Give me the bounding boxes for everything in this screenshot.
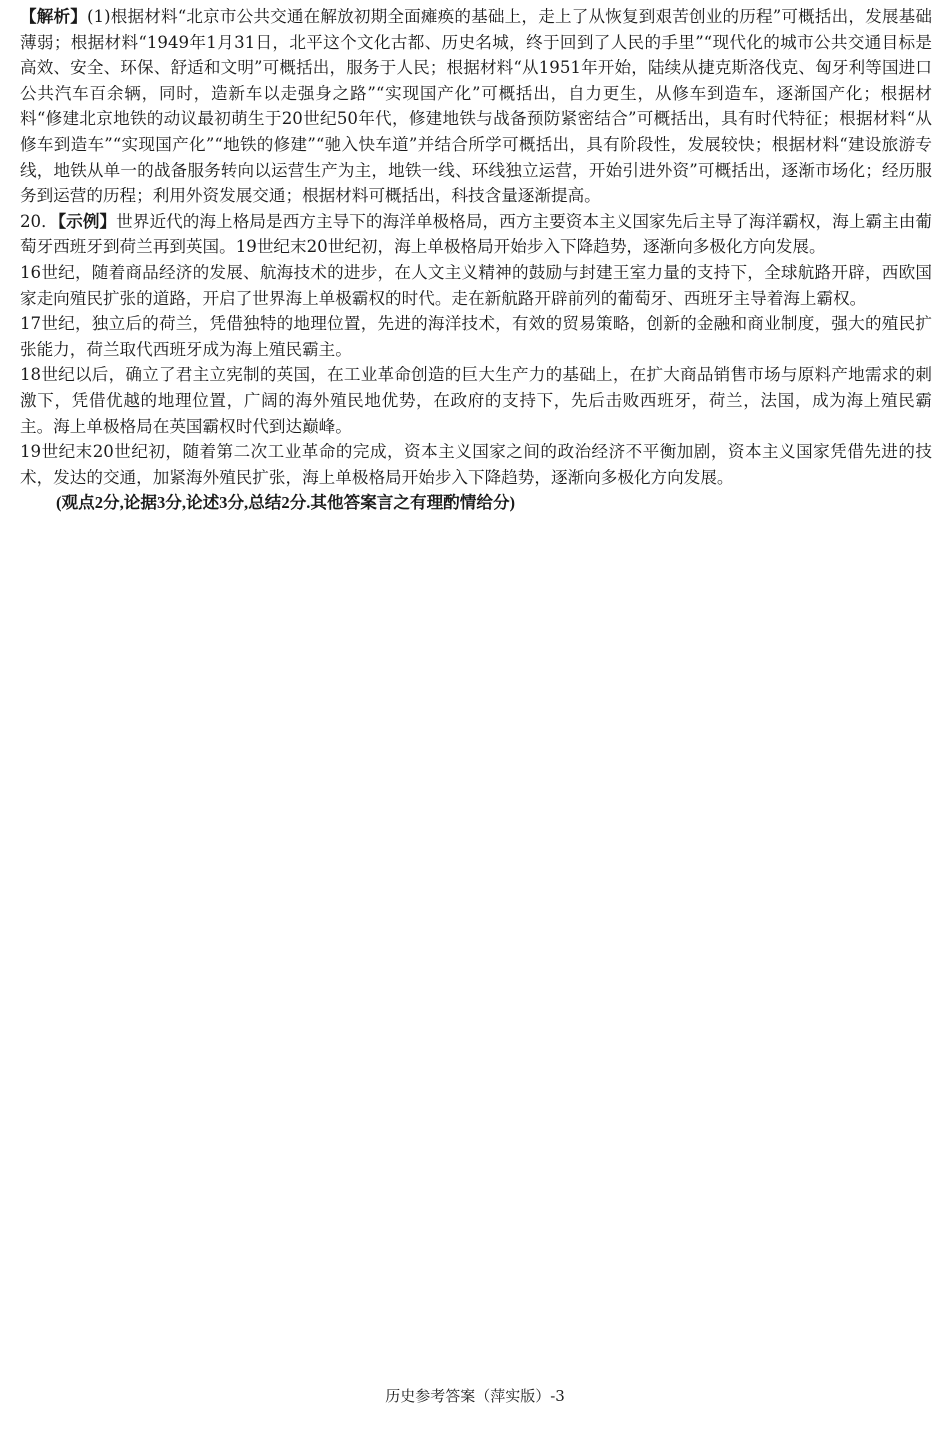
analysis-text: (1)根据材料“北京市公共交通在解放初期全面瘫痪的基础上，走上了从恢复到艰苦创业的历程”可概括出，发展基础薄弱；根据材料“1949年1月31日，北平这个文化古都、历史名城，终于回到了人民的手里”“现代化的城市公共交通目标是高效、安全、环保、舒适和文明”可概括出，服务于人民；根据材料“从1951年开始，陆续从捷克斯洛伐克、匈牙利等国进口公共汽车百余辆，同时，造新车以走强身之路”“实现国产化”可概括出，自力更生，从修车到造车，逐渐国产化；根据材料“修建北京地铁的动议最初萌生于20世纪50年代，修建地铁与战备预防紧密结合”可概括出，具有时代特征；根据材料“从修车到造车”“实现国产化”“地铁的修建”“驰入快车道”并结合所学可概括出，具有阶段性，发展较快；根据材料“建设旅游专线，地铁从单一的战备服务转向以运营生产为主，地铁一线、环线独立运营，开始引进外资”可概括出，逐渐市场化；经历服务到运营的历程；利用外资发展交通；根据材料可概括出，科技含量逐渐提高。 — [20, 7, 933, 206]
example-label: 【示例】 — [57, 211, 117, 231]
analysis-paragraph — [20, 4, 932, 209]
paragraph-18th-century: 18世纪以后，确立了君主立宪制的英国，在工业革命创造的巨大生产力的基础上，在扩大商品销售市场与原料产地需求的刺激下，凭借优越的地理位置，广阔的海外殖民地优势，在政府的支持下，先后击败西班牙，荷兰，法国，成为海上殖民霸主。海上单极格局在英国霸权时代到达巅峰。 — [20, 365, 932, 436]
paragraph-16th-century: 16世纪，随着商品经济的发展、航海技术的进步，在人文主义精神的鼓励与封建王室力量的支持下，全球航路开辟，西欧国家走向殖民扩张的道路，开启了世界海上单极霸权的时代。走在新航路开辟前列的葡萄牙、西班牙主导着海上霸权。 — [20, 262, 932, 308]
question-20-number: 20． — [20, 211, 58, 231]
question-20-paragraph — [20, 209, 932, 260]
page-footer: 历史参考答案（萍实版）-3 — [385, 1387, 565, 1405]
paragraph-19th-20th-century: 19世纪末20世纪初，随着第二次工业革命的完成，资本主义国家之间的政治经济不平衡加剧，资本主义国家凭借先进的技术，发达的交通，加紧海外殖民扩张，海上单极格局开始步入下降趋势，逐渐向多极化方向发展。 — [20, 442, 932, 487]
analysis-label: 【解析】 — [20, 7, 88, 26]
paragraph-17th-century: 17世纪，独立后的荷兰，凭借独特的地理位置，先进的海洋技术，有效的贸易策略，创新的金融和商业制度，强大的殖民扩张能力，荷兰取代西班牙成为海上殖民霸主。 — [20, 314, 932, 359]
scoring-note: (观点2分,论据3分,论述3分,总结2分.其他答案言之有理酌情给分) — [56, 493, 516, 513]
question-20-intro: 世界近代的海上格局是西方主导下的海洋单极格局，西方主要资本主义国家先后主导了海洋霸权，海上霸主由葡萄牙西班牙到荷兰再到英国。19世纪末20世纪初，海上单极格局开始步入下降趋势，逐渐向多极化方向发展。 — [20, 211, 932, 257]
answer-content — [20, 4, 932, 516]
